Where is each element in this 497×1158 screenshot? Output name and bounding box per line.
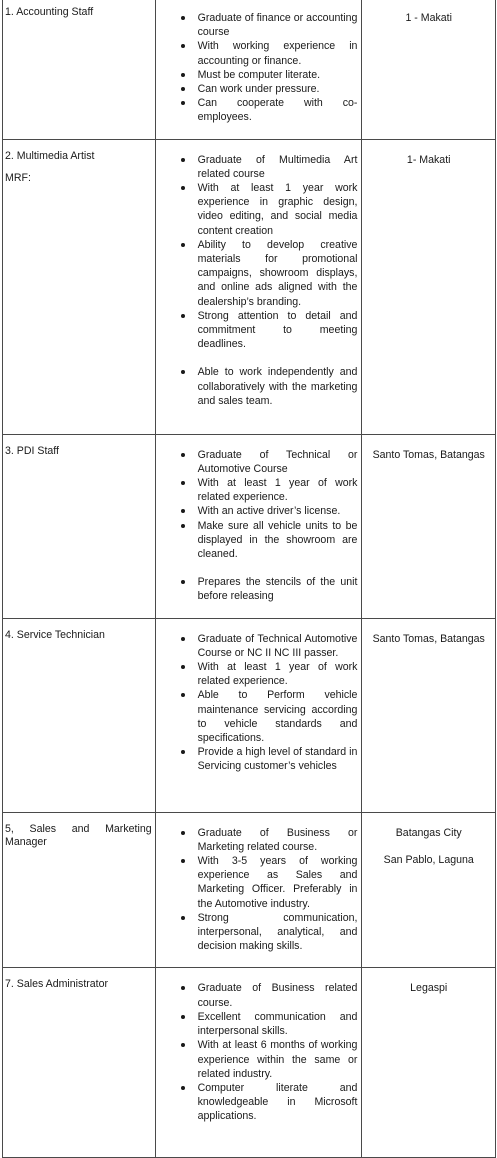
qualifications-list <box>156 448 358 604</box>
qualifications-cell <box>155 812 362 968</box>
qualifications-list <box>156 981 358 1123</box>
job-openings-table <box>2 0 496 1158</box>
list-item: Provide a high level of standard in Servicing customer’s vehicles <box>197 746 358 773</box>
location-cell <box>362 618 496 812</box>
qualifications-cell <box>155 968 362 1158</box>
qualifications-list <box>156 632 358 774</box>
table-row <box>3 968 496 1158</box>
list-item: Graduate of Technical Automotive Course or NC II NC III passer. <box>197 632 358 659</box>
position-title: 5, Sales and Marketing Manager <box>5 822 152 848</box>
table-row <box>3 812 496 968</box>
list-item: Graduate of Business related course. <box>197 982 358 1009</box>
list-item: With working experience in accounting or finance. <box>197 40 358 67</box>
list-item: Ability to develop creative materials for promotional campaigns, showroom displays, and online ads aligned with the dealership’s branding. <box>197 238 358 308</box>
list-item: With at least 1 year of work related experience. <box>197 661 358 688</box>
position-cell <box>3 139 156 434</box>
list-item: Strong attention to detail and commitment to meeting deadlines. <box>197 309 358 351</box>
location-cell <box>362 434 496 618</box>
position-title: 7. Sales Administrator <box>5 978 109 991</box>
mrf-label: MRF: <box>5 171 31 184</box>
location-text: 1- Makati <box>406 153 451 166</box>
list-item: Prepares the stencils of the unit before releasing <box>197 576 358 603</box>
list-item: Excellent communication and interpersonal skills. <box>197 1010 358 1038</box>
position-cell <box>3 434 156 618</box>
list-item: Graduate of Multimedia Art related course <box>197 153 358 180</box>
list-item: With at least 6 months of working experience within the same or related industry. <box>197 1039 358 1080</box>
position-title: 4. Service Technician <box>5 628 105 641</box>
location-cell <box>362 0 496 139</box>
qualifications-cell <box>155 0 362 139</box>
list-item: Must be computer literate. <box>198 68 358 82</box>
table-row <box>3 0 496 139</box>
qualifications-list <box>156 826 358 954</box>
position-cell <box>3 968 156 1158</box>
list-item: Can cooperate with co-employees. <box>197 97 358 124</box>
list-item: Computer literate and knowledgeable in Microsoft applications. <box>197 1081 358 1123</box>
list-item: Able to Perform vehicle maintenance servicing according to vehicle standards and specifications. <box>197 689 358 745</box>
list-item: Strong communication, interpersonal, analytical, and decision making skills. <box>197 911 358 953</box>
qualifications-cell <box>155 434 362 618</box>
position-title: 1. Accounting Staff <box>5 6 94 18</box>
list-item: Graduate of finance or accounting course <box>197 12 358 39</box>
list-item: Make sure all vehicle units to be displayed in the showroom are cleaned. <box>197 519 358 561</box>
location-text: Legaspi <box>410 982 448 995</box>
location-cell <box>362 812 496 968</box>
qualifications-cell <box>155 139 362 434</box>
location-text: Batangas City <box>395 826 462 839</box>
table-row <box>3 434 496 618</box>
list-item: Can work under pressure. <box>198 82 358 96</box>
qualifications-list <box>156 153 358 408</box>
location-text: Santo Tomas, Batangas <box>372 448 485 461</box>
location-text: 1 - Makati <box>405 12 452 24</box>
table-row <box>3 618 496 812</box>
location-text-secondary: San Pablo, Laguna <box>383 853 474 866</box>
location-text: Santo Tomas, Batangas <box>372 632 485 645</box>
position-cell <box>3 812 156 968</box>
position-title: 3. PDI Staff <box>5 444 59 457</box>
position-cell <box>3 618 156 812</box>
location-cell <box>362 139 496 434</box>
list-item: Able to work independently and collaboratively with the marketing and sales team. <box>197 366 358 407</box>
list-item: With at least 1 year of work related experience. <box>197 477 358 504</box>
qualifications-cell <box>155 618 362 812</box>
table-row <box>3 139 496 434</box>
list-item: Graduate of Business or Marketing related course. <box>197 826 358 853</box>
position-title: 2. Multimedia Artist <box>5 149 95 162</box>
list-item: With 3-5 years of working experience as Sales and Marketing Officer. Preferably in the Automotive industry. <box>197 855 358 910</box>
location-cell <box>362 968 496 1158</box>
list-item: With at least 1 year work experience in graphic design, video editing, and social media content creation <box>197 182 358 237</box>
list-item: With an active driver’s license. <box>198 504 358 518</box>
position-cell <box>3 0 156 139</box>
qualifications-list <box>156 11 358 125</box>
list-item: Graduate of Technical or Automotive Course <box>197 448 358 475</box>
